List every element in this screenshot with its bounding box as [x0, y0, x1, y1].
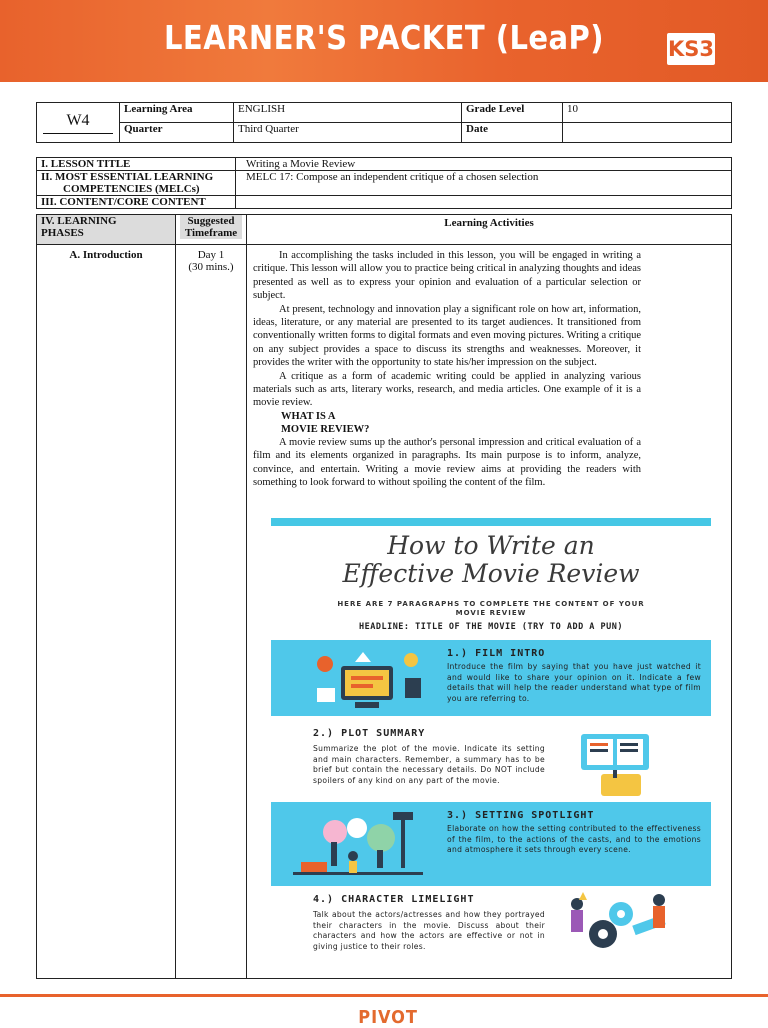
activities-header: Learning Activities	[247, 215, 732, 245]
learning-area-label: Learning Area	[120, 103, 234, 123]
infographic-title-line1: How to Write an	[387, 531, 595, 560]
movie-review-infographic	[271, 518, 711, 964]
date-label: Date	[462, 123, 563, 143]
card-text: Elaborate on how the setting contributed to the effectiveness of the film, to the actions of the casts, and to the emotions and atmosphere it sets through every scene.	[447, 824, 701, 855]
timeframe-duration: (30 mins.)	[188, 261, 234, 273]
timeframe-header	[176, 215, 247, 245]
footer-divider	[0, 994, 768, 997]
activity-paragraph: At present, technology and innovation play a significant role on how art, information, ideas, literature, or any material are presented to its target audiences. It transitioned from conventionally written forms to digital formats and even moving pictures. Writing a critique on any subject provides a space to discuss its strengths and weaknesses. Moreover, it provides the writer with the opportunity to state his/her impression on the subject.	[253, 303, 641, 369]
film-equipment-icon	[311, 648, 431, 712]
grade-level-value: 10	[563, 103, 732, 123]
card-title: 2.) PLOT SUMMARY	[313, 728, 426, 739]
timeframe-day: Day 1	[197, 249, 225, 261]
quarter-label: Quarter	[120, 123, 234, 143]
banner-title: LEARNER'S PACKET (LeaP)	[163, 18, 604, 57]
week-label: W4	[66, 111, 90, 129]
infographic-headline: HEADLINE: TITLE OF THE MOVIE (TRY TO ADD A PUN)	[358, 622, 624, 632]
learning-area-value: ENGLISH	[234, 103, 462, 123]
infographic-top-bar	[271, 518, 711, 526]
header-info-table	[36, 102, 732, 143]
melc-label-line2: COMPETENCIES (MELCs)	[63, 183, 200, 195]
infographic-card-setting-spotlight	[271, 802, 711, 886]
content-value	[236, 196, 732, 209]
section-heading: WHAT IS A MOVIE REVIEW?	[281, 410, 370, 435]
grade-level-label: Grade Level	[462, 103, 563, 123]
card-title: 1.) FILM INTRO	[447, 648, 546, 659]
activity-paragraph: In accomplishing the tasks included in this lesson, you will be engaged in writing a critique. This lesson will allow you to practice being critical in analyzing thoughts and ideas presented as well as to express your opinion and evaluation of a particular selection or subject.	[253, 250, 641, 302]
timeframe-header-line1: Suggested	[180, 215, 242, 227]
phases-header	[37, 215, 176, 245]
content-label: III. CONTENT/CORE CONTENT	[37, 196, 236, 209]
infographic-card-plot-summary	[271, 724, 711, 802]
lesson-table	[36, 157, 732, 209]
week-cell	[37, 103, 120, 143]
actors-film-reel-icon	[563, 890, 673, 956]
page-banner	[0, 0, 768, 82]
infographic-card-film-intro	[271, 640, 711, 716]
melc-label	[37, 171, 236, 196]
card-title: 4.) CHARACTER LIMELIGHT	[313, 894, 475, 905]
quarter-value: Third Quarter	[234, 123, 462, 143]
activity-paragraph: A critique as a form of academic writing could be applied in analyzing various materials such as arts, literary works, research, and media articles. One example of it is a movie review.	[253, 370, 641, 409]
pivot-logo: PIVOT	[358, 1007, 418, 1028]
infographic-subtitle-line1: HERE ARE 7 PARAGRAPHS TO COMPLETE THE CONTENT OF YOUR	[337, 600, 645, 608]
activity-paragraph: A movie review sums up the author's personal impression and critical evaluation of a film and its elements organized in paragraphs. Its main purpose is to inform, analyze, convince, and entertain. Writing a movie review aims at providing the readers with something to look forward to without spoiling the content of the film.	[253, 436, 641, 489]
timeframe-cell	[176, 245, 247, 979]
phases-header-line1: IV. LEARNING	[41, 215, 117, 227]
lesson-title-value: Writing a Movie Review	[236, 158, 732, 171]
card-text: Talk about the actors/actresses and how they portrayed their characters in the movie. Discuss about their characters and how the actors are effective or not in giving justice to their roles.	[313, 910, 545, 951]
card-title: 3.) SETTING SPOTLIGHT	[447, 810, 595, 821]
infographic-subtitle-line2: MOVIE REVIEW	[455, 609, 527, 617]
phases-header-line2: PHASES	[41, 227, 84, 239]
infographic-title-line2: Effective Movie Review	[342, 559, 640, 588]
infographic-card-character-limelight	[271, 888, 711, 962]
melc-value: MELC 17: Compose an independent critique of a chosen selection	[236, 171, 732, 196]
ks-badge: KS3	[667, 33, 715, 65]
timeframe-header-line2: Timeframe	[180, 227, 242, 239]
phase-introduction: A. Introduction	[37, 245, 176, 979]
date-value[interactable]	[563, 123, 732, 143]
week-underline	[43, 132, 113, 134]
card-text: Summarize the plot of the movie. Indicate its setting and main characters. Remember, a summary has to be brief but contain the necessary details. Do NOT include spoilers of any kind on any part of the movie.	[313, 744, 545, 785]
film-set-icon	[291, 806, 431, 882]
card-text: Introduce the film by saying that you have just watched it and would like to share your opinion on it. Indicate a few details that will help the reader understand what type of film you are referring to.	[447, 662, 701, 703]
lesson-title-label: I. LESSON TITLE	[37, 158, 236, 171]
open-book-icon	[577, 730, 653, 798]
melc-label-line1: II. MOST ESSENTIAL LEARNING	[41, 171, 214, 183]
